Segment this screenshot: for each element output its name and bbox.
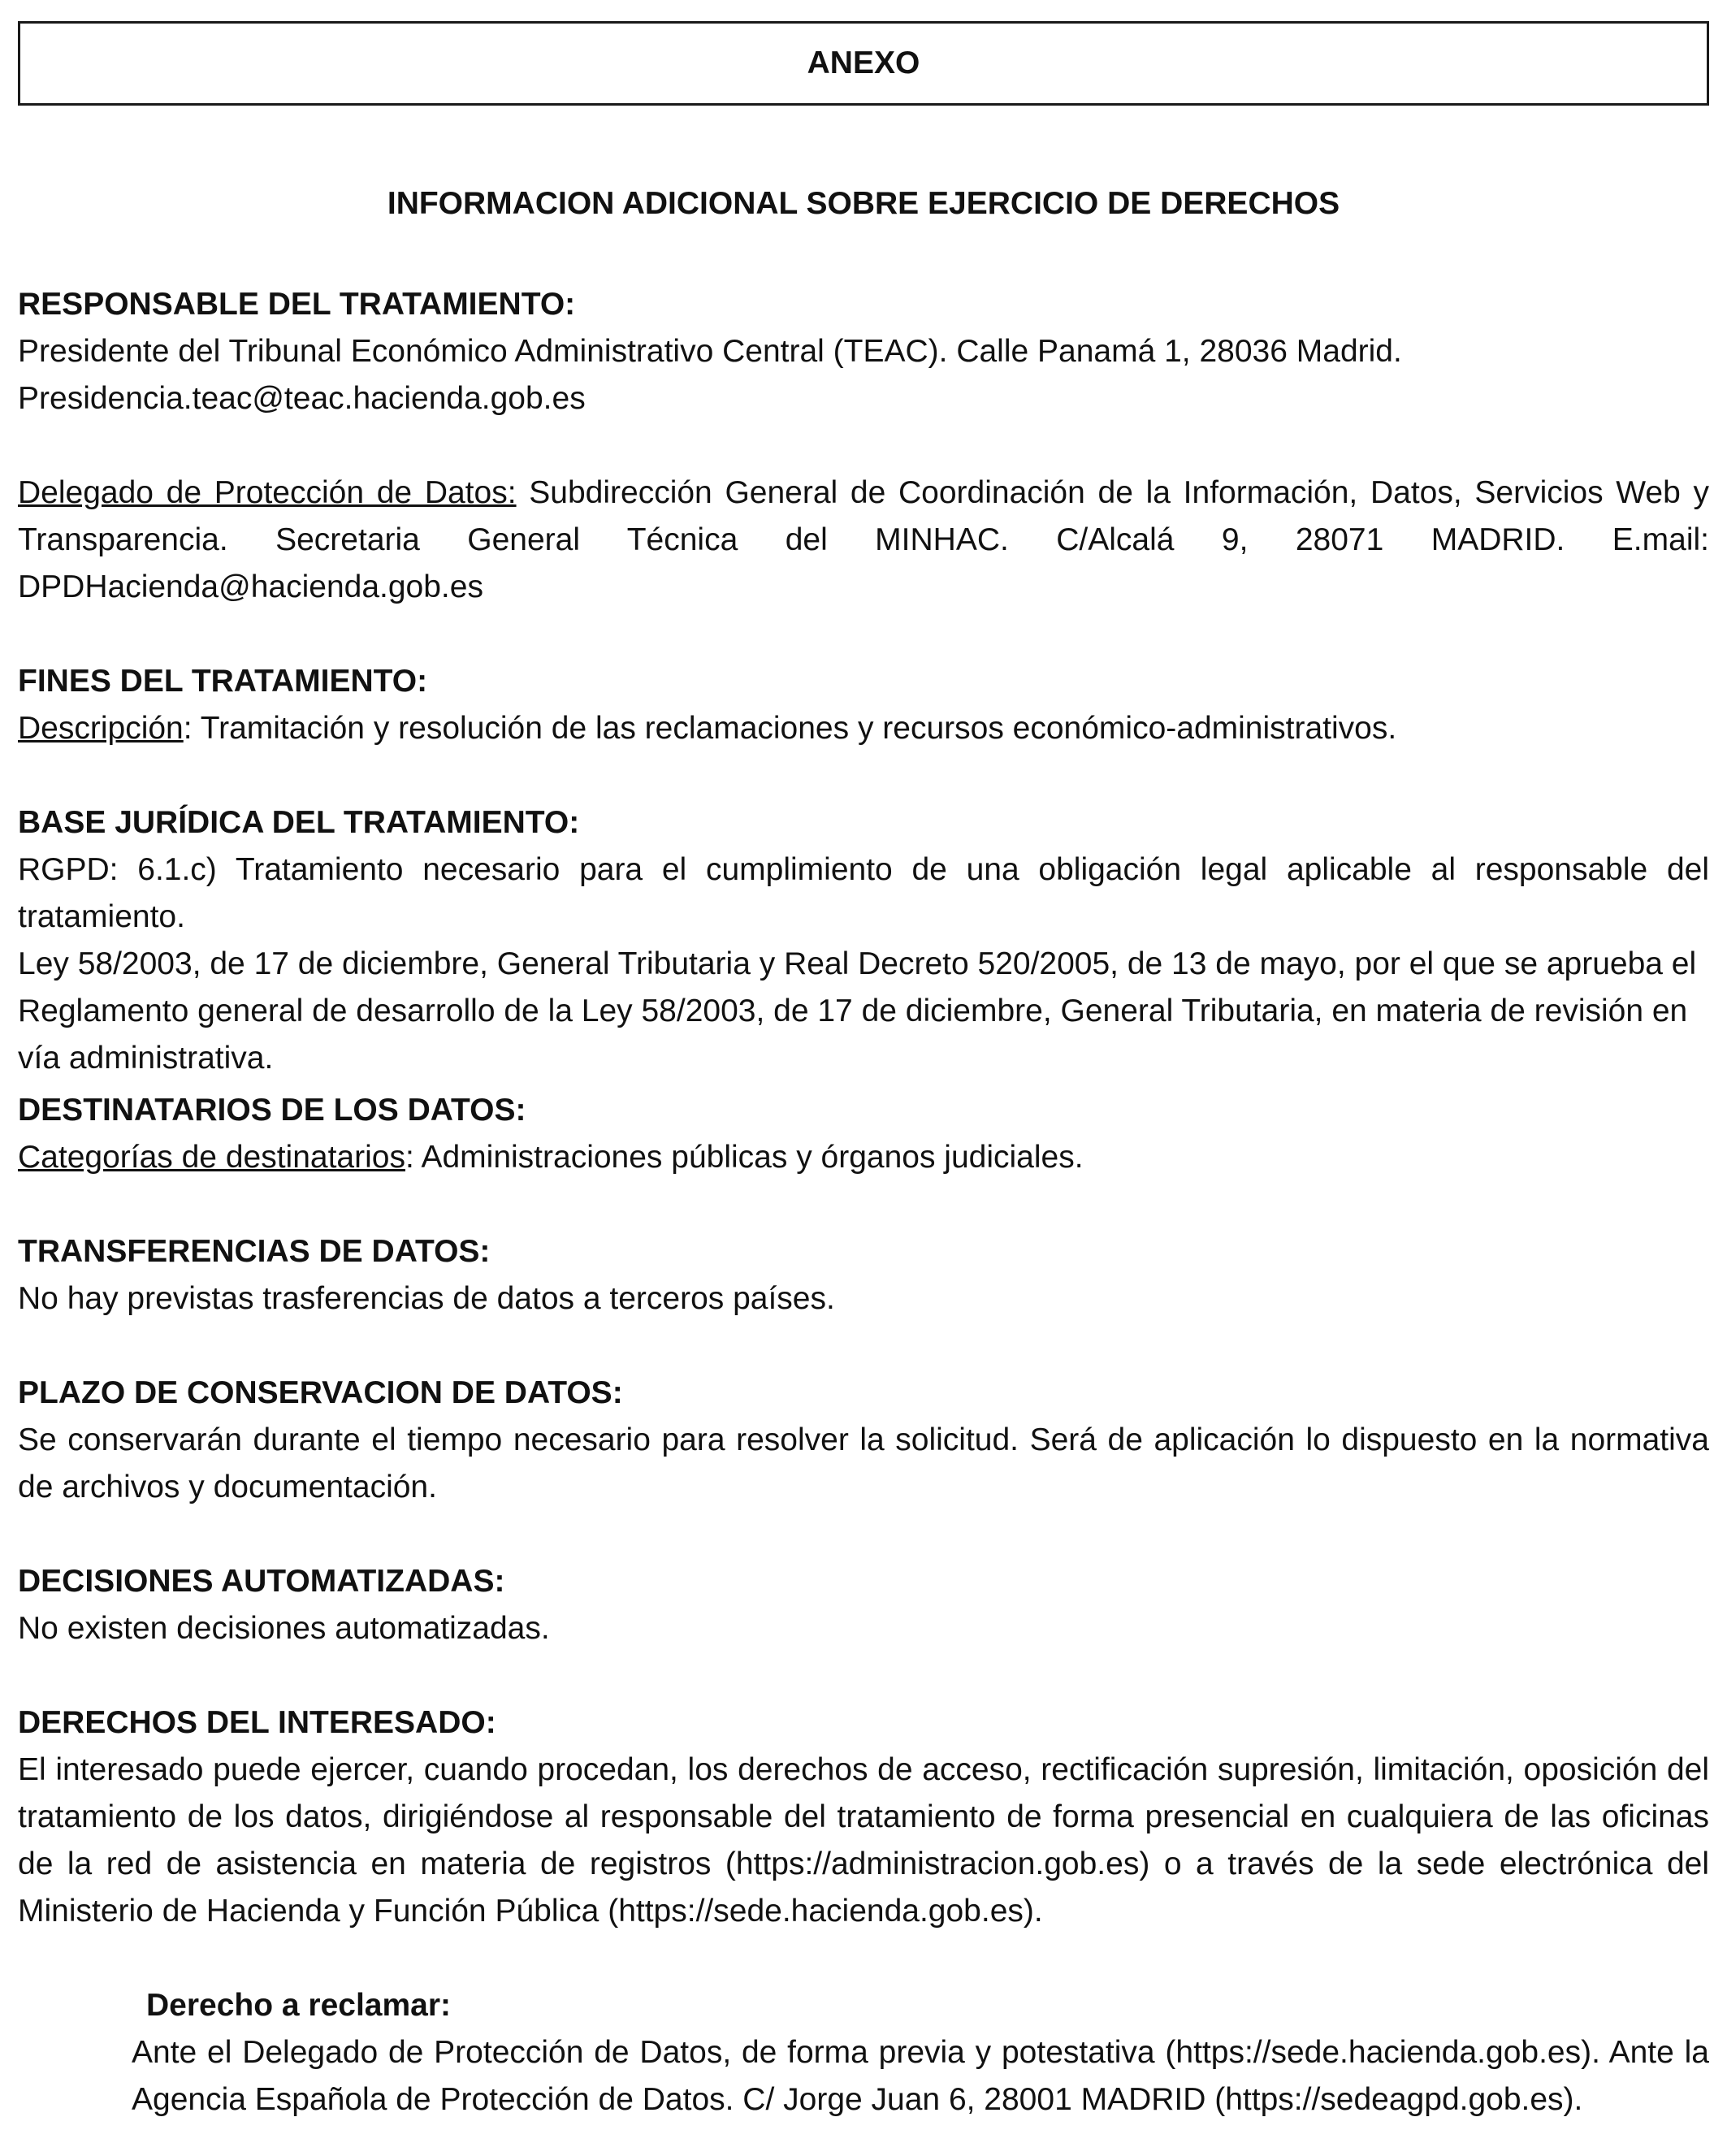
responsable-paragraph [18, 328, 1709, 422]
fines-heading: FINES DEL TRATAMIENTO: [18, 664, 428, 699]
document-title: INFORMACION ADICIONAL SOBRE EJERCICIO DE DERECHOS [387, 186, 1340, 221]
derecho-a-reclamar-text: Ante el Delegado de Protección de Datos, de forma previa y potestativa (https://sede.hacienda.gob.es). Ante la Agencia Española de Protección de Datos. C/ Jorge Juan 6, 28001 MADRID (https://sedeagpd.gob.es). [132, 2035, 1709, 2117]
section-destinatarios [18, 1087, 1709, 1181]
dpd-text: Subdirección General de Coordinación de la Información, Datos, Servicios Web y Transparencia. Secretaria General Técnica del MINHAC. C/Alcalá 9, 28071 MADRID. E.mail: DPDHacienda@hacienda.gob.es [18, 475, 1710, 604]
anexo-title: ANEXO [807, 45, 920, 80]
section-plazo-conservacion [18, 1370, 1709, 1511]
decisiones-heading: DECISIONES AUTOMATIZADAS: [18, 1564, 505, 1599]
plazo-heading: PLAZO DE CONSERVACION DE DATOS: [18, 1375, 623, 1410]
transferencias-paragraph [18, 1275, 1709, 1323]
fines-paragraph [18, 705, 1709, 752]
descripcion-text: : Tramitación y resolución de las reclamaciones y recursos económico-administrativos. [183, 711, 1397, 746]
anexo-header-box [18, 21, 1709, 106]
destinatarios-heading: DESTINATARIOS DE LOS DATOS: [18, 1093, 526, 1128]
responsable-address-text: Presidente del Tribunal Económico Administrativo Central (TEAC). Calle Panamá 1, 28036 Madrid. [18, 334, 1402, 369]
section-decisiones-automatizadas [18, 1558, 1709, 1652]
categorias-text: : Administraciones públicas y órganos judiciales. [405, 1140, 1084, 1175]
plazo-paragraph [18, 1417, 1709, 1511]
decisiones-text: No existen decisiones automatizadas. [18, 1611, 550, 1646]
derechos-paragraph [18, 1747, 1709, 1935]
plazo-text: Se conservarán durante el tiempo necesario para resolver la solicitud. Será de aplicación lo dispuesto en la normativa de archivos y documentación. [18, 1422, 1709, 1504]
base-juridica-paragraph-ley [18, 941, 1709, 1082]
rgpd-text: RGPD: 6.1.c) Tratamiento necesario para el cumplimiento de una obligación legal aplicable al responsable del tratamiento. [18, 852, 1709, 934]
section-responsable-del-tratamiento [18, 281, 1709, 611]
section-fines-del-tratamiento [18, 658, 1709, 752]
transferencias-text: No hay previstas trasferencias de datos a terceros países. [18, 1281, 835, 1316]
derecho-a-reclamar-paragraph [132, 2029, 1709, 2124]
decisiones-paragraph [18, 1605, 1709, 1652]
derechos-heading: DERECHOS DEL INTERESADO: [18, 1705, 496, 1740]
base-juridica-paragraph-rgpd [18, 846, 1709, 941]
section-base-juridica [18, 799, 1709, 1082]
base-juridica-heading: BASE JURÍDICA DEL TRATAMIENTO: [18, 805, 580, 840]
section-transferencias [18, 1228, 1709, 1323]
destinatarios-paragraph [18, 1134, 1709, 1181]
derecho-a-reclamar-heading: Derecho a reclamar: [146, 1988, 452, 2023]
dpd-label: Delegado de Protección de Datos: [18, 475, 517, 510]
ley-text: Ley 58/2003, de 17 de diciembre, General Tributaria y Real Decreto 520/2005, de 13 de mayo, por el que se aprueba el Reglamento general de desarrollo de la Ley 58/2003, de 17 de diciembre, General Tributaria, en materia de revisión en vía administrativa. [18, 946, 1697, 1076]
section-derechos-del-interesado [18, 1699, 1709, 2124]
dpd-paragraph [18, 470, 1709, 611]
responsable-heading: RESPONSABLE DEL TRATAMIENTO: [18, 287, 576, 322]
derechos-text: El interesado puede ejercer, cuando procedan, los derechos de acceso, rectificación supresión, limitación, oposición del tratamiento de los datos, dirigiéndose al responsable del tratamiento de forma presencial en cualquiera de las oficinas de la red de asistencia en materia de registros (https://administracion.gob.es) o a través de la sede electrónica del Ministerio de Hacienda y Función Pública (https://sede.hacienda.gob.es). [18, 1752, 1709, 1929]
categorias-label: Categorías de destinatarios [18, 1140, 405, 1175]
descripcion-label: Descripción [18, 711, 184, 746]
responsable-email-text: Presidencia.teac@teac.hacienda.gob.es [18, 381, 586, 416]
transferencias-heading: TRANSFERENCIAS DE DATOS: [18, 1234, 491, 1269]
